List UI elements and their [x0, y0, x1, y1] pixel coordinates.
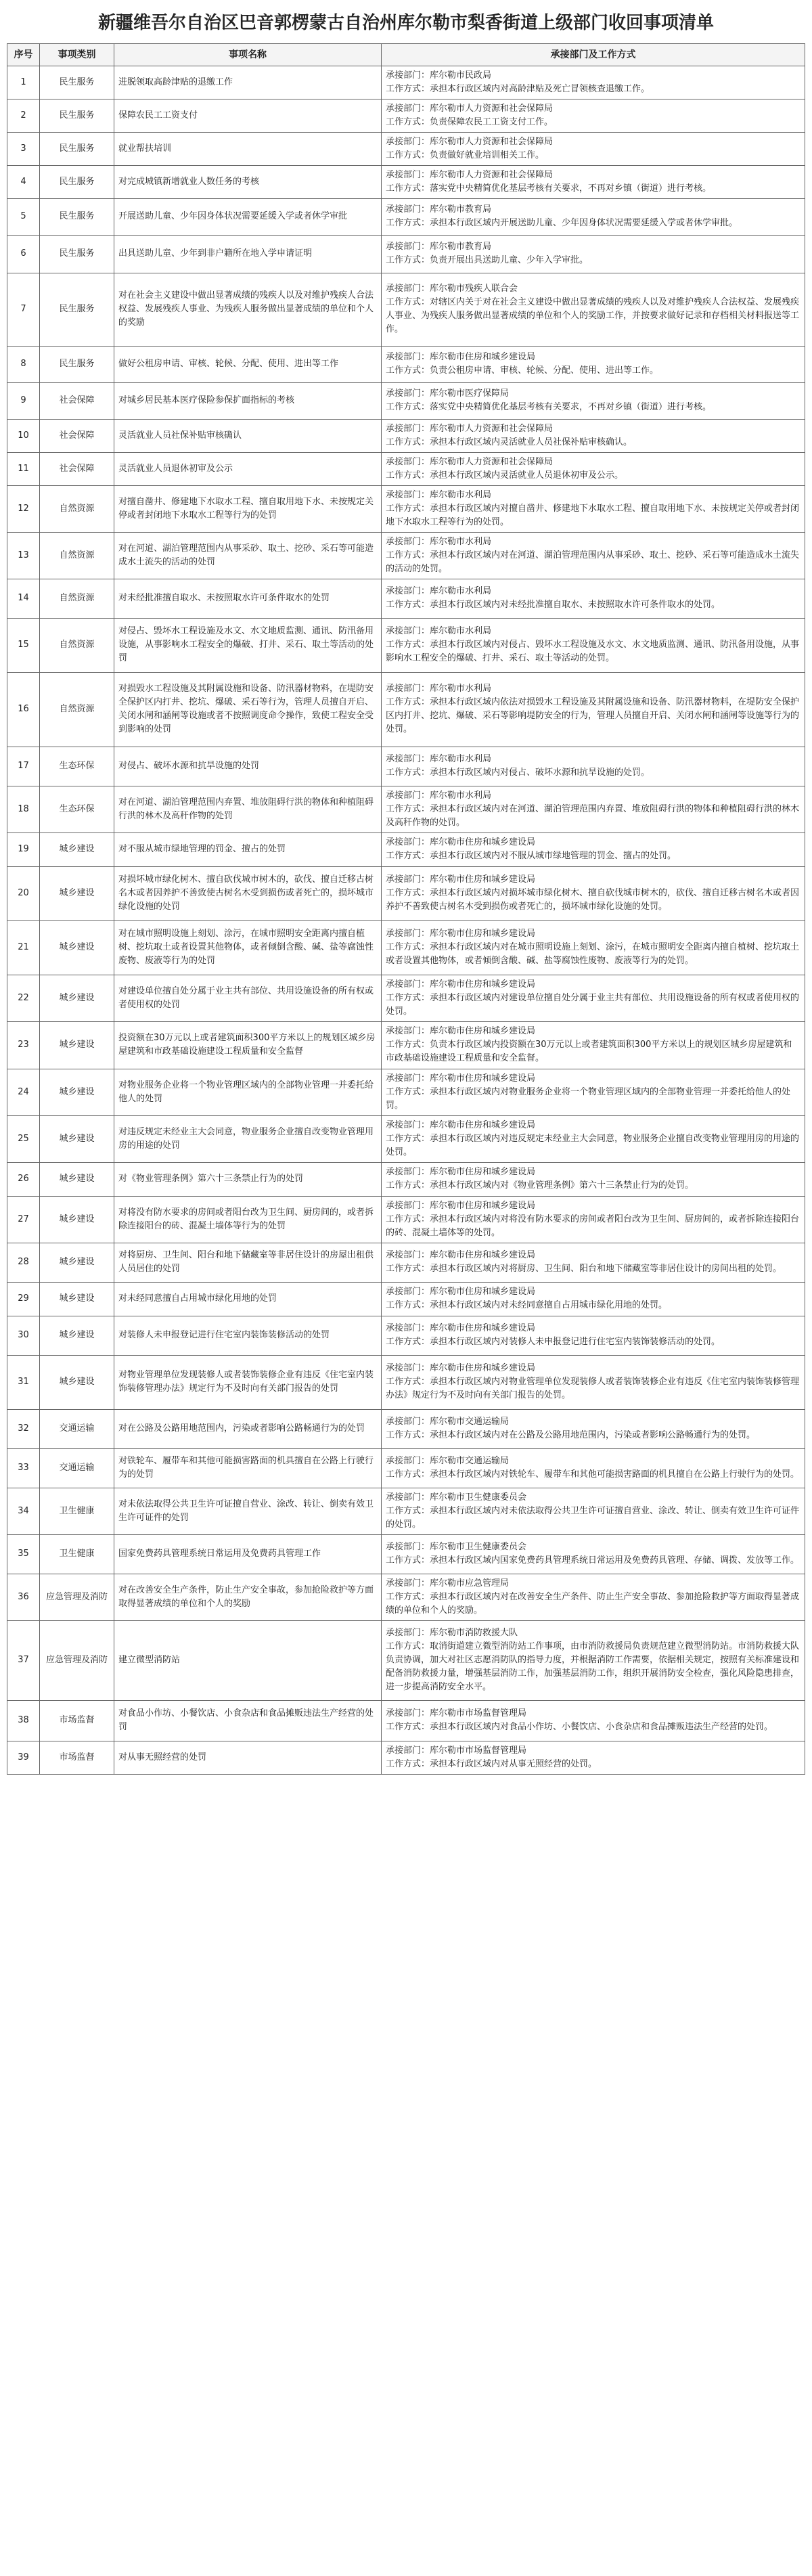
table-row	[7, 1700, 805, 1741]
row-dept-method	[382, 1115, 805, 1162]
row-name: 开展送助儿童、少年因身体状况需要延缓入学或者休学审批	[114, 198, 382, 235]
row-dept: 承接部门：库尔勒市消防救援大队	[386, 1628, 518, 1639]
row-dept-method	[382, 1069, 805, 1115]
row-dept-method	[382, 618, 805, 672]
header-name: 事项名称	[114, 43, 382, 66]
row-seq: 15	[7, 618, 40, 672]
table-row	[7, 485, 805, 532]
row-category: 交通运输	[40, 1448, 114, 1488]
table-row	[7, 975, 805, 1021]
row-seq: 20	[7, 866, 40, 920]
row-method: 工作方式：承担本行政区域内对装修人未申报登记进行住宅室内装饰装修活动的处罚。	[386, 1337, 721, 1348]
row-name: 做好公租房申请、审核、轮候、分配、使用、进出等工作	[114, 346, 382, 382]
row-dept-method	[382, 382, 805, 419]
header-dept: 承接部门及工作方式	[382, 43, 805, 66]
table-row	[7, 618, 805, 672]
row-method: 工作方式：承担本行政区域内对建设单位擅自处分属于业主共有部位、共用设施设备的所有权或者使用权的处罚。	[386, 992, 800, 1017]
table-row	[7, 419, 805, 452]
row-seq: 18	[7, 786, 40, 832]
row-method: 工作方式：承担本行政区域内对未依法取得公共卫生许可证擅自营业、涂改、转让、倒卖有效卫生许可证件的处罚。	[386, 1505, 800, 1530]
row-method: 工作方式：负责本行政区域内投资额在30万元以上或者建筑面积300平方米以上的规划区城乡房屋建筑和市政基础设施建设工程质量和安全监督。	[386, 1040, 792, 1064]
row-seq: 34	[7, 1488, 40, 1534]
row-name: 对装修人未申报登记进行住宅室内装饰装修活动的处罚	[114, 1316, 382, 1355]
row-dept: 承接部门：库尔勒市教育局	[386, 242, 492, 252]
row-name: 对在社会主义建设中做出显著成绩的残疾人以及对维护残疾人合法权益、发展残疾人事业、为残疾人服务做出显著成绩的单位和个人的奖励	[114, 273, 382, 346]
row-name: 投资额在30万元以上或者建筑面积300平方米以上的规划区城乡房屋建筑和市政基础设施建设工程质量和安全监督	[114, 1021, 382, 1069]
row-dept: 承接部门：库尔勒市住房和城乡建设局	[386, 1073, 536, 1084]
row-dept: 承接部门：库尔勒市水利局	[386, 684, 492, 694]
row-method: 工作方式：承担本行政区域内依法对损毁水工程设施及其附属设施和设备、防汛器材物料，在堤防安全保护区内打井、挖坑、爆破、采石等影响堤防安全的行为，管理人员擅自开启、关闭水闸和涵闸等设施等行为的处罚。	[386, 697, 800, 735]
row-method: 工作方式：承担本行政区域内对物业管理单位发现装修人或者装饰装修企业有违反《住宅室内装饰装修管理办法》规定行为不及时向有关部门报告的处罚。	[386, 1377, 800, 1401]
row-dept-method	[382, 975, 805, 1021]
table-row	[7, 579, 805, 618]
row-name: 对未依法取得公共卫生许可证擅自营业、涂改、转让、倒卖有效卫生许可证件的处罚	[114, 1488, 382, 1534]
row-category: 生态环保	[40, 747, 114, 786]
row-name: 国家免费药具管理系统日常运用及免费药具管理工作	[114, 1534, 382, 1574]
row-method: 工作方式：落实党中央精简优化基层考核有关要求，不再对乡镇（街道）进行考核。	[386, 402, 712, 413]
row-dept-method	[382, 419, 805, 452]
row-dept-method	[382, 1282, 805, 1316]
row-seq: 9	[7, 382, 40, 419]
row-seq: 6	[7, 235, 40, 273]
row-seq: 22	[7, 975, 40, 1021]
row-dept: 承接部门：库尔勒市教育局	[386, 204, 492, 215]
row-dept-method	[382, 1243, 805, 1282]
row-dept: 承接部门：库尔勒市住房和城乡建设局	[386, 1363, 536, 1374]
row-seq: 14	[7, 579, 40, 618]
row-seq: 25	[7, 1115, 40, 1162]
table-row	[7, 452, 805, 485]
row-dept-method	[382, 198, 805, 235]
row-category: 城乡建设	[40, 1021, 114, 1069]
table-row	[7, 165, 805, 198]
table-row	[7, 1282, 805, 1316]
row-method: 工作方式：承担本行政区域内对损坏城市绿化树木、擅自砍伐城市树木的，砍伐、擅自迁移古树名木或者因养护不善致使古树名木受到损伤或者死亡的，损坏城市绿化设施的处罚。	[386, 888, 800, 912]
row-method: 工作方式：取消街道建立微型消防站工作事项，由市消防救援局负责规范建立微型消防站。市消防救援大队负责协调，加大对社区志愿消防队的指导力度，并根据消防工作需要，依据相关规定，按照有关标准建设和配备消防救援力量，增强基层消防工作，加强基层消防工作，组织开展消防安全检查，强化风险隐患排查，进一步提高消防安全水平。	[386, 1641, 800, 1693]
row-category: 城乡建设	[40, 1243, 114, 1282]
row-seq: 5	[7, 198, 40, 235]
row-name: 对在改善安全生产条件，防止生产安全事故，参加抢险救护等方面取得显著成绩的单位和个人的奖励	[114, 1574, 382, 1620]
row-dept: 承接部门：库尔勒市医疗保障局	[386, 388, 510, 399]
row-category: 城乡建设	[40, 1115, 114, 1162]
table-row	[7, 532, 805, 579]
row-dept-method	[382, 1741, 805, 1774]
row-dept: 承接部门：库尔勒市市场监督管理局	[386, 1708, 527, 1719]
row-category: 交通运输	[40, 1409, 114, 1448]
row-category: 城乡建设	[40, 1355, 114, 1409]
row-dept: 承接部门：库尔勒市住房和城乡建设局	[386, 1119, 536, 1130]
row-method: 工作方式：承担本行政区域内对不服从城市绿地管理的罚金、擅占的处罚。	[386, 851, 677, 862]
row-name: 对在城市照明设施上刻划、涂污，在城市照明安全距离内擅自植树、挖坑取土或者设置其他物体，或者倾倒含酸、碱、盐等腐蚀性废物、废液等行为的处罚	[114, 920, 382, 975]
row-dept-method	[382, 99, 805, 132]
row-dept-method	[382, 579, 805, 618]
row-name: 灵活就业人员退休初审及公示	[114, 452, 382, 485]
row-name: 就业帮扶培训	[114, 132, 382, 165]
table-row	[7, 1741, 805, 1774]
row-category: 城乡建设	[40, 1282, 114, 1316]
row-name: 出具送助儿童、少年到非户籍所在地入学申请证明	[114, 235, 382, 273]
row-method: 工作方式：承担本行政区域内对违反规定未经业主大会同意，物业服务企业擅自改变物业管理用房的用途的处罚。	[386, 1133, 800, 1157]
row-method: 工作方式：承担本行政区域内对《物业管理条例》第六十三条禁止行为的处罚。	[386, 1180, 694, 1191]
row-seq: 17	[7, 747, 40, 786]
row-seq: 3	[7, 132, 40, 165]
row-seq: 4	[7, 165, 40, 198]
row-name: 对侵占、毁坏水工程设施及水文、水文地质监测、通讯、防汛备用设施，从事影响水工程安全的爆破、打井、采石、取土等活动的处罚	[114, 618, 382, 672]
row-dept-method	[382, 485, 805, 532]
row-name: 对物业服务企业将一个物业管理区域内的全部物业管理一并委托给他人的处罚	[114, 1069, 382, 1115]
row-name: 进脱领取高龄津贴的退缴工作	[114, 66, 382, 99]
table-row	[7, 1021, 805, 1069]
row-dept: 承接部门：库尔勒市卫生健康委员会	[386, 1542, 527, 1553]
row-dept-method	[382, 1021, 805, 1069]
row-seq: 33	[7, 1448, 40, 1488]
row-method: 工作方式：承担本行政区域内对从事无照经营的处罚。	[386, 1758, 597, 1769]
row-name: 对将厨房、卫生间、阳台和地下储藏室等非居住设计的房屋出租供人员居住的处罚	[114, 1243, 382, 1282]
row-dept-method	[382, 132, 805, 165]
table-row	[7, 1316, 805, 1355]
row-category: 卫生健康	[40, 1488, 114, 1534]
table-row	[7, 866, 805, 920]
row-dept: 承接部门：库尔勒市住房和城乡建设局	[386, 352, 536, 363]
row-dept: 承接部门：库尔勒市住房和城乡建设局	[386, 874, 536, 885]
row-seq: 28	[7, 1243, 40, 1282]
row-category: 城乡建设	[40, 866, 114, 920]
row-name: 对将没有防水要求的房间或者阳台改为卫生间、厨房间的，或者拆除连接阳台的砖、混凝土墙体等行为的处罚	[114, 1196, 382, 1243]
row-seq: 24	[7, 1069, 40, 1115]
row-dept-method	[382, 1355, 805, 1409]
row-name: 对擅自凿井、修建地下水取水工程、擅自取用地下水、未按规定关停或者封闭地下水取水工程等行为的处罚	[114, 485, 382, 532]
row-method: 工作方式：承担本行政区域内对在河道、湖泊管理范围内弃置、堆放阻碍行洪的物体和种植阻碍行洪的林木及高秆作物的处罚。	[386, 803, 800, 828]
row-dept-method	[382, 786, 805, 832]
row-method: 工作方式：承担本行政区域内对未经批准擅自取水、未按照取水许可条件取水的处罚。	[386, 600, 721, 610]
row-dept: 承接部门：库尔勒市水利局	[386, 489, 492, 500]
row-seq: 36	[7, 1574, 40, 1620]
row-dept: 承接部门：库尔勒市水利局	[386, 626, 492, 637]
row-dept: 承接部门：库尔勒市民政局	[386, 70, 492, 81]
table-row	[7, 1243, 805, 1282]
row-seq: 16	[7, 672, 40, 747]
table-row	[7, 132, 805, 165]
row-category: 市场监督	[40, 1700, 114, 1741]
table-row	[7, 382, 805, 419]
row-seq: 38	[7, 1700, 40, 1741]
row-seq: 39	[7, 1741, 40, 1774]
row-method: 工作方式：承担本行政区域内对未经同意擅自占用城市绿化用地的处罚。	[386, 1300, 668, 1311]
row-method: 工作方式：承担本行政区域内对侵占、破坏水源和抗旱设施的处罚。	[386, 768, 650, 778]
header-category: 事项类别	[40, 43, 114, 66]
row-name: 对《物业管理条例》第六十三条禁止行为的处罚	[114, 1162, 382, 1196]
row-method: 工作方式：落实党中央精简优化基层考核有关要求，不再对乡镇（街道）进行考核。	[386, 183, 712, 194]
row-name: 对城乡居民基本医疗保险参保扩面指标的考核	[114, 382, 382, 419]
row-method: 工作方式：承担本行政区域内对在河道、湖泊管理范围内从事采砂、取土、挖砂、采石等可能造成水土流失的活动的处罚。	[386, 550, 800, 574]
table-row	[7, 786, 805, 832]
row-seq: 1	[7, 66, 40, 99]
row-name: 对未经批准擅自取水、未按照取水许可条件取水的处罚	[114, 579, 382, 618]
row-name: 对损坏城市绿化树木、擅自砍伐城市树木的，砍伐、擅自迁移古树名木或者因养护不善致使古树名木受到损伤或者死亡的，损坏城市绿化设施的处罚	[114, 866, 382, 920]
row-name: 对损毁水工程设施及其附属设施和设备、防汛器材物料，在堤防安全保护区内打井、挖坑、爆破、采石等行为，管理人员擅自开启、关闭水闸和涵闸等设施或者不按照调度命令操作，致使工程安全受到影响的处罚	[114, 672, 382, 747]
header-seq: 序号	[7, 43, 40, 66]
row-name: 对建设单位擅自处分属于业主共有部位、共用设施设备的所有权或者使用权的处罚	[114, 975, 382, 1021]
row-name: 对违反规定未经业主大会同意，物业服务企业擅自改变物业管理用房的用途的处罚	[114, 1115, 382, 1162]
row-category: 自然资源	[40, 485, 114, 532]
row-seq: 11	[7, 452, 40, 485]
row-name: 建立微型消防站	[114, 1620, 382, 1700]
row-dept-method	[382, 1534, 805, 1574]
row-category: 市场监督	[40, 1741, 114, 1774]
row-seq: 8	[7, 346, 40, 382]
row-seq: 10	[7, 419, 40, 452]
table-row	[7, 273, 805, 346]
table-row	[7, 1620, 805, 1700]
row-name: 对不服从城市绿地管理的罚金、擅占的处罚	[114, 832, 382, 866]
row-dept-method	[382, 866, 805, 920]
row-dept-method	[382, 672, 805, 747]
table-header-row	[7, 43, 805, 66]
table-row	[7, 99, 805, 132]
row-seq: 7	[7, 273, 40, 346]
row-category: 应急管理及消防	[40, 1620, 114, 1700]
row-method: 工作方式：承担本行政区域内灵活就业人员退休初审及公示。	[386, 470, 624, 481]
row-dept: 承接部门：库尔勒市水利局	[386, 586, 492, 597]
row-seq: 23	[7, 1021, 40, 1069]
row-category: 城乡建设	[40, 832, 114, 866]
row-seq: 31	[7, 1355, 40, 1409]
row-dept-method	[382, 273, 805, 346]
row-dept: 承接部门：库尔勒市住房和城乡建设局	[386, 837, 536, 848]
row-name: 对在公路及公路用地范围内，污染或者影响公路畅通行为的处罚	[114, 1409, 382, 1448]
row-dept-method	[382, 1196, 805, 1243]
table-row	[7, 346, 805, 382]
row-seq: 37	[7, 1620, 40, 1700]
row-category: 城乡建设	[40, 920, 114, 975]
row-category: 自然资源	[40, 672, 114, 747]
row-category: 城乡建设	[40, 1162, 114, 1196]
row-dept: 承接部门：库尔勒市人力资源和社会保障局	[386, 103, 554, 114]
row-category: 应急管理及消防	[40, 1574, 114, 1620]
row-category: 民生服务	[40, 66, 114, 99]
row-dept: 承接部门：库尔勒市水利局	[386, 536, 492, 547]
row-name: 对在河道、湖泊管理范围内从事采砂、取土、挖砂、采石等可能造成水土流失的活动的处罚	[114, 532, 382, 579]
table-row	[7, 1162, 805, 1196]
row-dept-method	[382, 832, 805, 866]
row-name: 对完成城镇新增就业人数任务的考核	[114, 165, 382, 198]
table-row	[7, 1574, 805, 1620]
row-method: 工作方式：承担本行政区域内对将厨房、卫生间、阳台和地下储藏室等非居住设计的房间出租的处罚。	[386, 1264, 782, 1274]
row-category: 民生服务	[40, 346, 114, 382]
row-category: 城乡建设	[40, 1196, 114, 1243]
row-dept: 承接部门：库尔勒市住房和城乡建设局	[386, 1026, 536, 1037]
row-dept: 承接部门：库尔勒市水利局	[386, 754, 492, 765]
row-method: 工作方式：承担本行政区域内对高龄津贴及死亡冒领核查退缴工作。	[386, 83, 650, 94]
row-method: 工作方式：承担本行政区域内对在城市照明设施上刻划、涂污，在城市照明安全距离内擅自植树、挖坑取土或者设置其他物体，或者倾倒含酸、碱、盐等腐蚀性废物、废液等行为的处罚。	[386, 942, 800, 967]
row-dept: 承接部门：库尔勒市卫生健康委员会	[386, 1492, 527, 1503]
row-name: 对铁轮车、履带车和其他可能损害路面的机具擅自在公路上行驶行为的处罚	[114, 1448, 382, 1488]
row-method: 工作方式：承担本行政区域内对铁轮车、履带车和其他可能损害路面的机具擅自在公路上行驶行为的处罚。	[386, 1469, 800, 1480]
row-dept: 承接部门：库尔勒市住房和城乡建设局	[386, 1250, 536, 1261]
page-title: 新疆维吾尔自治区巴音郭楞蒙古自治州库尔勒市梨香街道上级部门收回事项清单	[97, 13, 714, 33]
row-dept-method	[382, 66, 805, 99]
row-category: 生态环保	[40, 786, 114, 832]
row-dept: 承接部门：库尔勒市市场监督管理局	[386, 1745, 527, 1756]
table-row	[7, 1534, 805, 1574]
row-method: 工作方式：承担本行政区域内对侵占、毁坏水工程设施及水文、水文地质监测、通讯、防汛备用设施，从事影响水工程安全的爆破、打井、采石、取土等活动的处罚。	[386, 640, 800, 664]
table-row	[7, 198, 805, 235]
row-dept: 承接部门：库尔勒市住房和城乡建设局	[386, 1200, 536, 1211]
row-category: 社会保障	[40, 452, 114, 485]
row-name: 对食品小作坊、小餐饮店、小食杂店和食品摊贩违法生产经营的处罚	[114, 1700, 382, 1741]
row-dept: 承接部门：库尔勒市住房和城乡建设局	[386, 1287, 536, 1297]
row-dept-method	[382, 1316, 805, 1355]
row-category: 自然资源	[40, 579, 114, 618]
row-name: 对侵占、破坏水源和抗旱设施的处罚	[114, 747, 382, 786]
row-seq: 30	[7, 1316, 40, 1355]
row-name: 对未经同意擅自占用城市绿化用地的处罚	[114, 1282, 382, 1316]
row-dept-method	[382, 165, 805, 198]
row-dept: 承接部门：库尔勒市残疾人联合会	[386, 284, 518, 294]
row-dept-method	[382, 920, 805, 975]
row-method: 工作方式：承担本行政区域内对擅自凿井、修建地下水取水工程、擅自取用地下水、未按规定关停或者封闭地下水取水工程等行为的处罚。	[386, 503, 800, 527]
table-row	[7, 747, 805, 786]
table-row	[7, 1196, 805, 1243]
row-category: 社会保障	[40, 382, 114, 419]
row-dept-method	[382, 747, 805, 786]
row-seq: 35	[7, 1534, 40, 1574]
row-dept-method	[382, 532, 805, 579]
row-category: 民生服务	[40, 165, 114, 198]
row-dept-method	[382, 1409, 805, 1448]
row-category: 卫生健康	[40, 1534, 114, 1574]
table-row	[7, 920, 805, 975]
row-dept-method	[382, 346, 805, 382]
table-row	[7, 1115, 805, 1162]
row-seq: 27	[7, 1196, 40, 1243]
row-category: 民生服务	[40, 235, 114, 273]
row-seq: 13	[7, 532, 40, 579]
row-method: 工作方式：承担本行政区域内灵活就业人员社保补贴审核确认。	[386, 437, 633, 447]
row-method: 工作方式：承担本行政区域内开展送助儿童、少年因身体状况需要延缓入学或者休学审批。	[386, 218, 738, 229]
row-dept: 承接部门：库尔勒市住房和城乡建设局	[386, 979, 536, 990]
table-row	[7, 1355, 805, 1409]
row-dept: 承接部门：库尔勒市住房和城乡建设局	[386, 1167, 536, 1178]
row-dept: 承接部门：库尔勒市人力资源和社会保障局	[386, 169, 554, 180]
row-dept-method	[382, 1574, 805, 1620]
row-dept-method	[382, 1488, 805, 1534]
row-dept: 承接部门：库尔勒市住房和城乡建设局	[386, 929, 536, 939]
table-row	[7, 1409, 805, 1448]
row-seq: 32	[7, 1409, 40, 1448]
row-category: 城乡建设	[40, 1069, 114, 1115]
row-dept-method	[382, 452, 805, 485]
row-dept: 承接部门：库尔勒市住房和城乡建设局	[386, 1323, 536, 1334]
row-dept-method	[382, 235, 805, 273]
row-seq: 26	[7, 1162, 40, 1196]
row-seq: 21	[7, 920, 40, 975]
row-category: 自然资源	[40, 618, 114, 672]
table-row	[7, 66, 805, 99]
row-dept: 承接部门：库尔勒市水利局	[386, 790, 492, 801]
row-method: 工作方式：承担本行政区域内对在改善安全生产条件、防止生产安全事故、参加抢险救护等方面取得显著成绩的单位和个人的奖励。	[386, 1591, 800, 1616]
row-dept-method	[382, 1700, 805, 1741]
row-dept-method	[382, 1162, 805, 1196]
row-dept: 承接部门：库尔勒市人力资源和社会保障局	[386, 456, 554, 467]
row-category: 民生服务	[40, 99, 114, 132]
table-row	[7, 235, 805, 273]
row-method: 工作方式：承担本行政区域内对物业服务企业将一个物业管理区域内的全部物业管理一并委托给他人的处罚。	[386, 1086, 791, 1111]
row-method: 工作方式：负责保障农民工工资支付工作。	[386, 116, 554, 127]
row-seq: 29	[7, 1282, 40, 1316]
row-method: 工作方式：负责开展出具送助儿童、少年入学审批。	[386, 255, 589, 266]
row-dept: 承接部门：库尔勒市人力资源和社会保障局	[386, 423, 554, 434]
row-seq: 12	[7, 485, 40, 532]
table-row	[7, 1448, 805, 1488]
table-row	[7, 1069, 805, 1115]
row-dept: 承接部门：库尔勒市应急管理局	[386, 1578, 510, 1589]
row-category: 民生服务	[40, 273, 114, 346]
row-name: 对在河道、湖泊管理范围内弃置、堆放阻碍行洪的物体和种植阻碍行洪的林木及高秆作物的处罚	[114, 786, 382, 832]
table-row	[7, 832, 805, 866]
row-category: 社会保障	[40, 419, 114, 452]
row-seq: 2	[7, 99, 40, 132]
table-row	[7, 1488, 805, 1534]
row-dept: 承接部门：库尔勒市交通运输局	[386, 1456, 510, 1467]
row-name: 对物业管理单位发现装修人或者装饰装修企业有违反《住宅室内装饰装修管理办法》规定行为不及时向有关部门报告的处罚	[114, 1355, 382, 1409]
row-method: 工作方式：负责做好就业培训相关工作。	[386, 150, 545, 160]
row-dept-method	[382, 1620, 805, 1700]
row-dept: 承接部门：库尔勒市交通运输局	[386, 1417, 510, 1427]
row-dept-method	[382, 1448, 805, 1488]
row-dept: 承接部门：库尔勒市人力资源和社会保障局	[386, 136, 554, 147]
row-category: 自然资源	[40, 532, 114, 579]
row-method: 工作方式：负责公租房申请、审核、轮候、分配、使用、进出等工作。	[386, 365, 659, 376]
row-name: 保障农民工工资支付	[114, 99, 382, 132]
matters-table	[7, 43, 805, 1775]
row-method: 工作方式：承担本行政区域内国家免费药具管理系统日常运用及免费药具管理、存储、调拨、发放等工作。	[386, 1555, 800, 1566]
row-name: 灵活就业人员社保补贴审核确认	[114, 419, 382, 452]
row-method: 工作方式：承担本行政区域内对将没有防水要求的房间或者阳台改为卫生间、厨房间的，或者拆除连接阳台的砖、混凝土墙体等的处罚。	[386, 1214, 800, 1238]
row-method: 工作方式：对辖区内关于对在社会主义建设中做出显著成绩的残疾人以及对维护残疾人合法权益、发展残疾人事业、为残疾人服务做出显著成绩的单位和个人的奖励工作，并按要求做好记录和存档相关材料报送等工作。	[386, 297, 800, 335]
row-category: 城乡建设	[40, 1316, 114, 1355]
row-category: 城乡建设	[40, 975, 114, 1021]
row-method: 工作方式：承担本行政区域内对食品小作坊、小餐饮店、小食杂店和食品摊贩违法生产经营的处罚。	[386, 1722, 773, 1733]
table-body	[7, 66, 805, 1774]
row-name: 对从事无照经营的处罚	[114, 1741, 382, 1774]
row-category: 民生服务	[40, 198, 114, 235]
table-row	[7, 672, 805, 747]
row-seq: 19	[7, 832, 40, 866]
row-category: 民生服务	[40, 132, 114, 165]
row-method: 工作方式：承担本行政区域内对在公路及公路用地范围内，污染或者影响公路畅通行为的处罚。	[386, 1430, 756, 1441]
